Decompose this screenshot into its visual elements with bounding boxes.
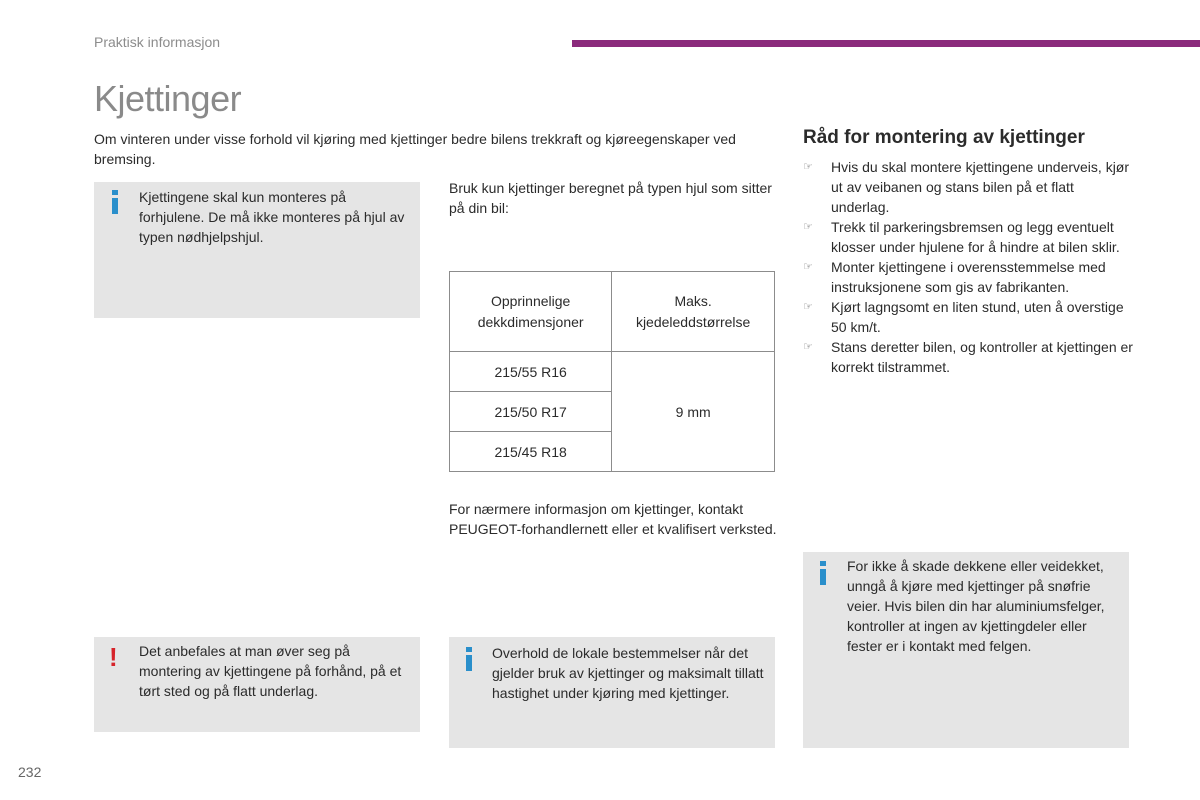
- pointing-hand-icon: ☞: [803, 341, 813, 353]
- pointing-hand-icon: ☞: [803, 221, 813, 233]
- warning-box-practice: [94, 637, 420, 732]
- page-title: Kjettinger: [94, 78, 242, 119]
- info-box-text: For ikke å skade dekkene eller veidekket, unngå å kjøre med kjettinger på snøfrie veier. Hvis bilen din har aluminiumsfelger, kontroller at ingen av kjettingdeler eller fester er i kontakt med felgen.: [847, 558, 1105, 654]
- mounting-advice-heading: Råd for montering av kjettinger: [803, 127, 1085, 148]
- intro-paragraph: Om vinteren under visse forhold vil kjøring med kjettinger bedre bilens trekkraft og kjøreegenskaper ved bremsing.: [94, 131, 736, 167]
- more-info-paragraph: For nærmere informasjon om kjettinger, kontakt PEUGEOT-forhandlernett eller et kvalifisert verksted.: [449, 501, 777, 537]
- list-item: ☞ Stans deretter bilen, og kontroller at kjettingen er korrekt tilstrammet.: [803, 339, 1133, 375]
- max-size-cell: 9 mm: [612, 352, 775, 472]
- info-box-regulations: [449, 637, 775, 748]
- info-icon: [112, 190, 118, 214]
- list-item: ☞ Kjørt lagngsomt en liten stund, uten å overstige 50 km/t.: [803, 299, 1124, 335]
- info-icon: [466, 647, 472, 671]
- list-item: ☞ Monter kjettingene i overensstemmelse med instruksjonene som gis av fabrikanten.: [803, 259, 1106, 295]
- page-number: 232: [18, 764, 42, 780]
- chain-size-table: [449, 271, 775, 472]
- info-box-snow-free-roads: [803, 552, 1129, 748]
- accent-bar: [572, 40, 1200, 47]
- info-icon: [820, 561, 826, 585]
- list-item: ☞ Trekk til parkeringsbremsen og legg eventuelt klosser under hjulene for å hindre at bilen sklir.: [803, 219, 1120, 255]
- table-row: [450, 352, 775, 392]
- mounting-tips-list: [803, 157, 1133, 377]
- pointing-hand-icon: ☞: [803, 161, 813, 173]
- tyre-size-cell: 215/50 R17: [450, 392, 612, 432]
- pointing-hand-icon: ☞: [803, 261, 813, 273]
- info-box-text: Kjettingene skal kun monteres på forhjulene. De må ikke monteres på hjul av typen nødhjelpshjul.: [139, 189, 405, 245]
- warning-box-text: Det anbefales at man øver seg på montering av kjettingene på forhånd, på et tørt sted og på flatt underlag.: [139, 643, 402, 699]
- chain-usage-intro: Bruk kun kjettinger beregnet på typen hjul som sitter på din bil:: [449, 180, 772, 216]
- header-original-tyre: Opprinnelige dekkdimensjoner: [450, 272, 612, 352]
- list-item: ☞ Hvis du skal montere kjettingene underveis, kjør ut av veibanen og stans bilen på et flatt underlag.: [803, 159, 1130, 215]
- header-max-link-size: Maks. kjedeleddstørrelse: [612, 272, 775, 352]
- tyre-size-cell: 215/55 R16: [450, 352, 612, 392]
- info-box-front-wheels: [94, 182, 420, 318]
- pointing-hand-icon: ☞: [803, 301, 813, 313]
- tyre-size-cell: 215/45 R18: [450, 432, 612, 472]
- section-label: Praktisk informasjon: [94, 34, 221, 50]
- table-header-row: [450, 272, 775, 352]
- info-box-text: Overhold de lokale bestemmelser når det gjelder bruk av kjettinger og maksimalt tillatt hastighet under kjøring med kjettinger.: [492, 645, 764, 701]
- warning-icon: !: [109, 642, 118, 672]
